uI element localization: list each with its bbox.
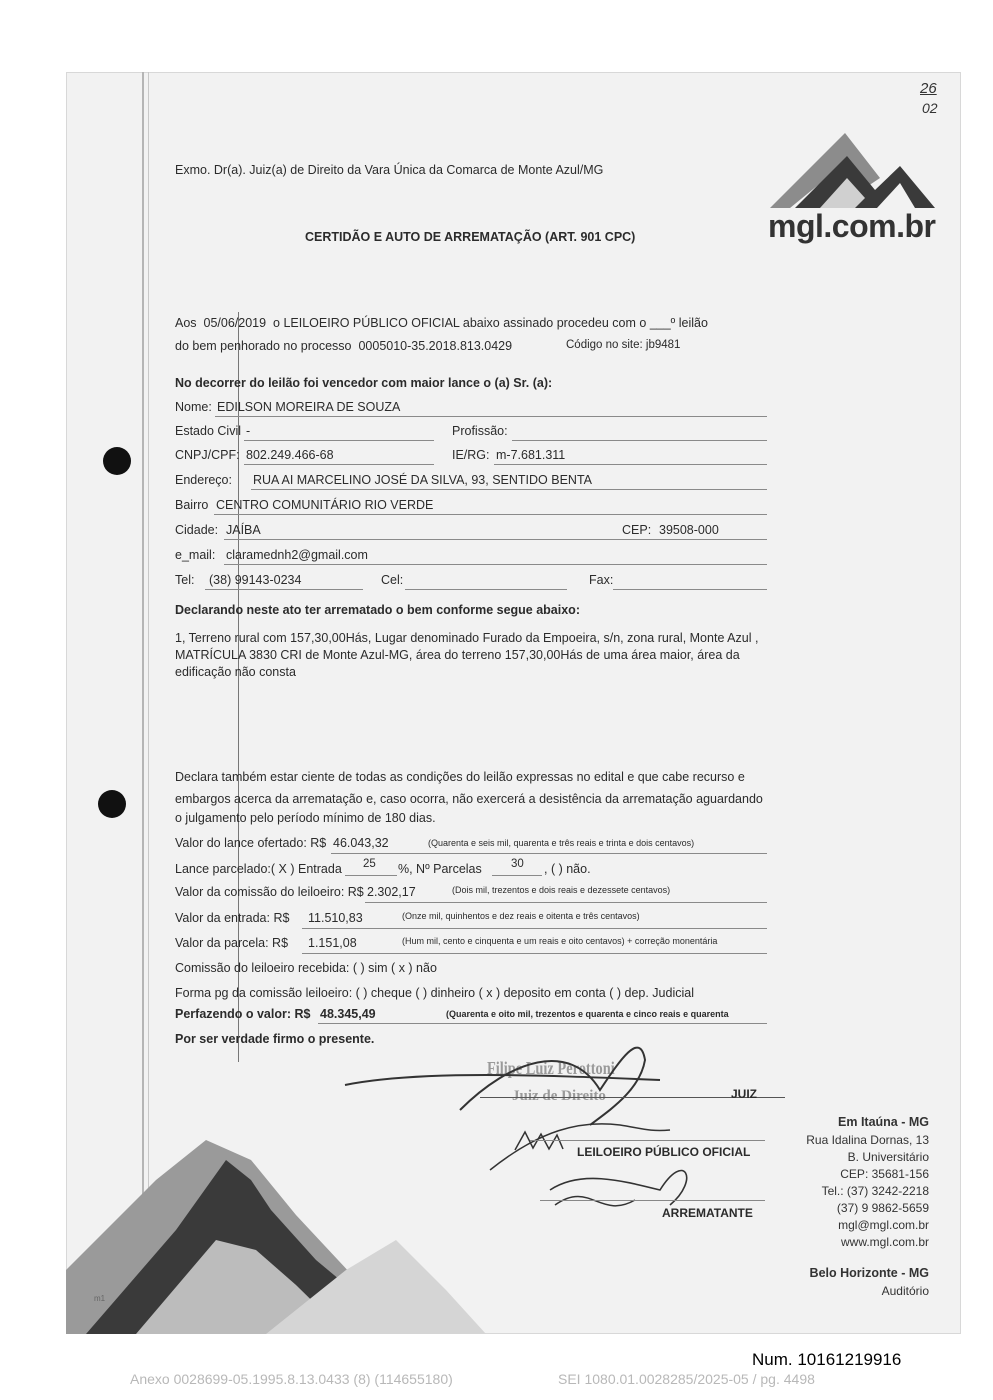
declaracao-line-2: embargos acerca da arrematação e, caso ocorra, não exercerá a desistência da arrematação aguardando <box>175 792 763 806</box>
entrada-label: Valor da entrada: R$ <box>175 911 290 925</box>
entrada-value: 11.510,83 <box>308 911 363 925</box>
address-line-1: Rua Idalina Dornas, 13 <box>806 1133 929 1147</box>
page-mark-bottom: 02 <box>922 100 938 116</box>
endereco-label: Endereço: <box>175 473 232 487</box>
entrada-extenso: (Onze mil, quinhentos e dez reais e oitenta e três centavos) <box>402 911 640 921</box>
address-website: www.mgl.com.br <box>840 1235 929 1249</box>
perfazendo-line <box>318 1023 767 1024</box>
estado-civil-line <box>244 440 434 441</box>
cidade-line <box>224 539 767 540</box>
page-mark-top: 26 <box>920 80 937 97</box>
entrada-pct: 25 <box>363 858 376 870</box>
bem-heading: Declarando neste ato ter arrematado o bem conforme segue abaixo: <box>175 603 580 617</box>
email-label: e_mail: <box>175 548 216 562</box>
entrada-line <box>302 928 767 929</box>
estado-civil-label: Estado Civil <box>175 424 241 438</box>
addressee: Exmo. Dr(a). Juiz(a) de Direito da Vara Única da Comarca de Monte Azul/MG <box>175 163 604 177</box>
punch-hole-top <box>103 447 131 475</box>
address-phone-2: (37) 9 9862-5659 <box>836 1201 929 1215</box>
leiloeiro-signature-line <box>530 1140 765 1141</box>
logo-text: mgl.com.br <box>768 208 936 244</box>
lance-extenso: (Quarenta e seis mil, quarenta e três reais e trinta e dois centavos) <box>428 838 695 848</box>
lance-label: Valor do lance ofertado: R$ <box>175 836 327 850</box>
ie-value: m-7.681.311 <box>496 448 566 462</box>
nome-line <box>215 416 767 417</box>
comissao-value: 2.302,17 <box>367 885 416 899</box>
parcelado-prefix: Lance parcelado:( X ) Entrada <box>175 862 342 876</box>
bem-line-3: edificação não consta <box>175 665 296 679</box>
footer-sei: SEI 1080.01.0028285/2025-05 / pg. 4498 <box>558 1371 815 1387</box>
cidade-label: Cidade: <box>175 523 219 537</box>
punch-hole-bottom <box>98 790 126 818</box>
intro-line-1 <box>175 316 708 330</box>
cidade-value: JAÍBA <box>226 523 261 537</box>
document-title: CERTIDÃO E AUTO DE ARREMATAÇÃO (ART. 901 CPC) <box>305 230 636 244</box>
forma-pagamento: Forma pg da comissão leiloeiro: ( ) cheque ( ) dinheiro ( x ) deposito em conta ( ) dep. Judicial <box>175 986 694 1000</box>
bairro-line <box>214 514 767 515</box>
cnpj-line <box>244 464 434 465</box>
profissao-label: Profissão: <box>452 424 508 438</box>
cep-value: 39508-000 <box>659 523 719 537</box>
intro-text: o LEILOEIRO PÚBLICO OFICIAL abaixo assinado procedeu com o ___º leilão <box>273 316 708 330</box>
ie-label: IE/RG: <box>452 448 490 462</box>
tel-label: Tel: <box>175 573 195 587</box>
intro-line-2 <box>175 339 512 353</box>
endereco-line <box>251 489 767 490</box>
cel-line <box>405 589 567 590</box>
cel-label: Cel: <box>381 573 404 587</box>
comissao-line <box>365 902 767 903</box>
parcelas-line <box>492 875 542 876</box>
judge-stamp-role: Juiz de Direito <box>512 1088 606 1104</box>
cnpj-label: CNPJ/CPF: <box>175 448 240 462</box>
bem-line-2: MATRÍCULA 3830 CRI de Monte Azul-MG, área do terreno 157,30,00Hás de uma área maior, área da <box>175 648 740 662</box>
address-line-3: CEP: 35681-156 <box>840 1167 929 1181</box>
arrematante-label: ARREMATANTE <box>662 1206 753 1220</box>
entrada-pct-line <box>345 875 397 876</box>
endereco-value: RUA AI MARCELINO JOSÉ DA SILVA, 93, SENTIDO BENTA <box>253 473 592 487</box>
fax-label: Fax: <box>589 573 614 587</box>
email-value: claramednh2@gmail.com <box>226 548 368 562</box>
process-prefix: do bem penhorado no processo <box>175 339 352 353</box>
intro-prefix: Aos <box>175 316 197 330</box>
address-city-itauna: Em Itaúna - MG <box>838 1115 929 1129</box>
tel-line <box>205 589 363 590</box>
parcelas-value: 30 <box>511 858 524 870</box>
bairro-label: Bairro <box>175 498 209 512</box>
lance-value: 46.043,32 <box>333 836 389 850</box>
estado-civil-value: - <box>246 424 251 438</box>
closing-statement: Por ser verdade firmo o presente. <box>175 1032 375 1046</box>
parcela-line <box>302 953 767 954</box>
perfazendo-label: Perfazendo o valor: R$ <box>175 1007 311 1021</box>
footer-anexo: Anexo 0028699-05.1995.8.13.0433 (8) (114655180) <box>130 1371 453 1387</box>
profissao-line <box>512 440 767 441</box>
juiz-label: JUIZ <box>731 1087 758 1101</box>
address-email: mgl@mgl.com.br <box>838 1218 929 1232</box>
tel-value: (38) 99143-0234 <box>209 573 302 587</box>
bairro-value: CENTRO COMUNITÁRIO RIO VERDE <box>216 498 434 512</box>
document-number: Num. 10161219916 <box>752 1350 902 1369</box>
corner-mark: m1 <box>94 1294 106 1303</box>
nome-label: Nome: <box>175 400 212 414</box>
comissao-extenso: (Dois mil, trezentos e dois reais e dezessete centavos) <box>452 885 671 895</box>
decorative-mountain-icon <box>66 1120 526 1334</box>
judge-stamp-name: Filipe Luiz Perottoni <box>487 1058 615 1078</box>
nome-value: EDILSON MOREIRA DE SOUZA <box>217 400 401 414</box>
arrematante-signature-line <box>540 1200 765 1201</box>
parcelas-label: %, Nº Parcelas <box>398 862 482 876</box>
mgl-logo-mountain-icon <box>765 128 940 210</box>
address-phone-1: Tel.: (37) 3242-2218 <box>821 1184 929 1198</box>
leiloeiro-label: LEILOEIRO PÚBLICO OFICIAL <box>577 1145 751 1159</box>
address-auditorio: Auditório <box>881 1284 929 1298</box>
declaracao-line-1: Declara também estar ciente de todas as condições do leilão expressas no edital e que cabe recurso e <box>175 770 745 784</box>
auction-date: 05/06/2019 <box>203 316 267 330</box>
address-city-bh: Belo Horizonte - MG <box>809 1266 929 1280</box>
fax-line <box>613 589 767 590</box>
parcela-value: 1.151,08 <box>308 936 357 950</box>
lance-line <box>331 853 767 854</box>
address-line-2: B. Universitário <box>847 1150 929 1164</box>
bem-line-1: 1, Terreno rural com 157,30,00Hás, Lugar denominado Furado da Empoeira, s/n, zona rural, Monte Azul , <box>175 631 759 645</box>
cep-label: CEP: <box>622 523 652 537</box>
comissao-label: Valor da comissão do leiloeiro: R$ <box>175 885 364 899</box>
parcela-extenso: (Hum mil, cento e cinquenta e um reais e oito centavos) + correção monentária <box>402 936 718 946</box>
comissao-recebida: Comissão do leiloeiro recebida: ( ) sim ( x ) não <box>175 961 437 975</box>
site-code: Código no site: jb9481 <box>566 339 681 351</box>
parcela-label: Valor da parcela: R$ <box>175 936 289 950</box>
nao-label: , ( ) não. <box>544 862 591 876</box>
email-line <box>224 564 767 565</box>
cnpj-value: 802.249.466-68 <box>246 448 334 462</box>
process-number: 0005010-35.2018.813.0429 <box>358 339 513 353</box>
perfazendo-value: 48.345,49 <box>320 1007 376 1021</box>
ie-line <box>494 464 767 465</box>
winner-heading: No decorrer do leilão foi vencedor com maior lance o (a) Sr. (a): <box>175 376 553 390</box>
declaracao-line-3: o julgamento pelo período mínimo de 180 dias. <box>175 811 436 825</box>
perfazendo-extenso: (Quarenta e oito mil, trezentos e quarenta e cinco reais e quarenta <box>446 1009 729 1019</box>
